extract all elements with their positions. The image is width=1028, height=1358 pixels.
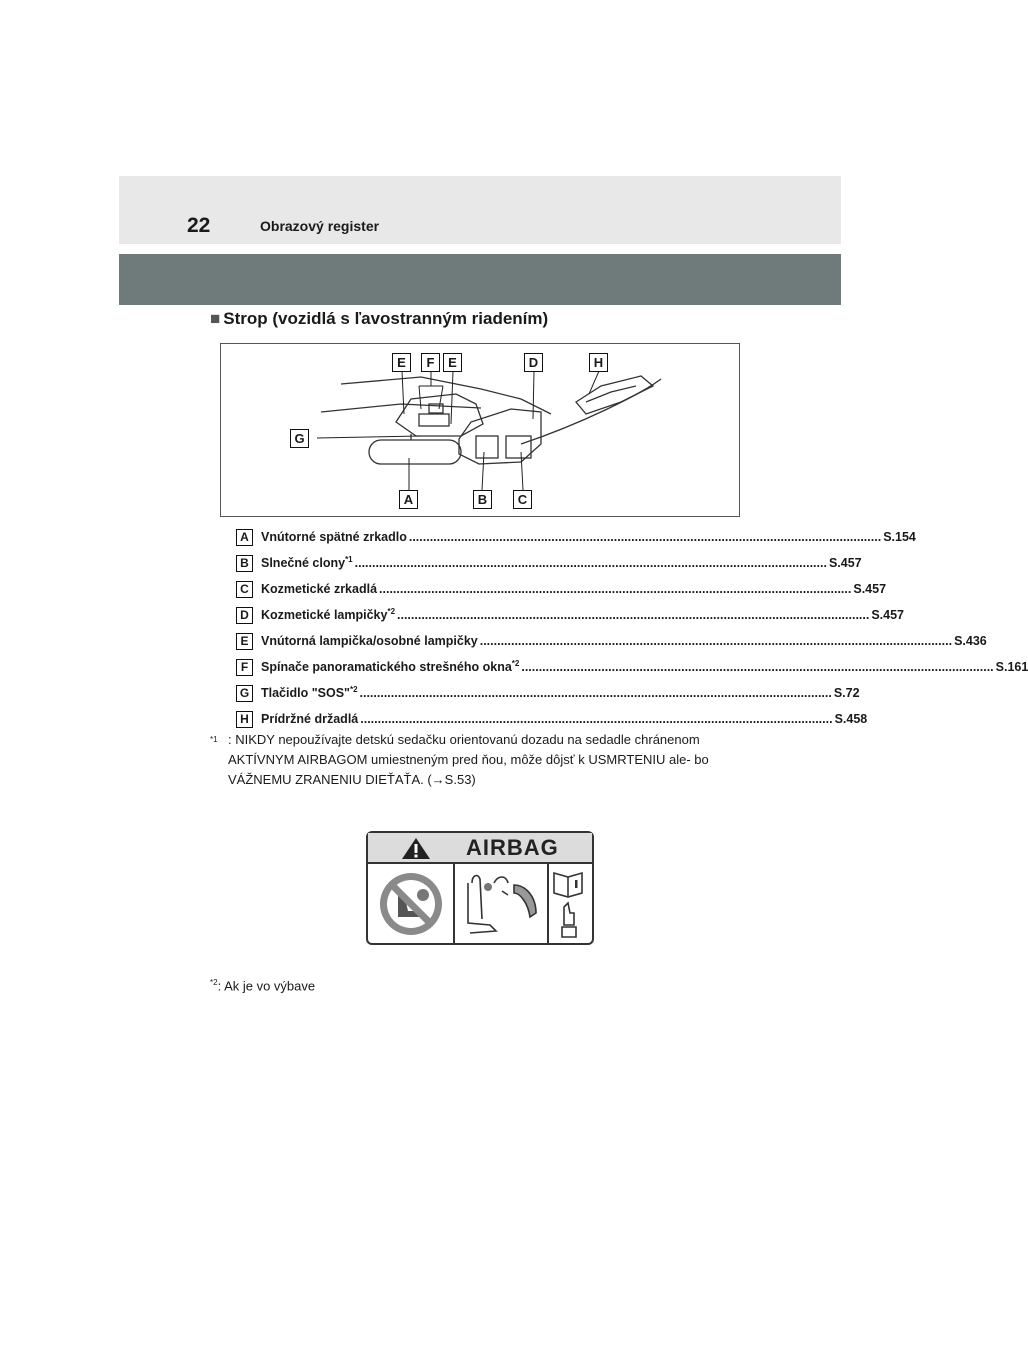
figure-label-h: H xyxy=(589,353,608,372)
seat-airbag-icon xyxy=(468,876,536,933)
footnote-1 xyxy=(210,730,750,790)
footnote-2-mark: *2 xyxy=(210,978,218,987)
item-footnote-ref: *1 xyxy=(345,555,353,565)
item-page-ref[interactable]: S.458 xyxy=(834,712,868,726)
section-heading xyxy=(210,309,548,329)
footnote-1-text: : NIKDY nepoužívajte detskú sedačku orientovanú dozadu na sedadle chránenom AKTÍVNYM AIRBAGOM umiestneným pred ňou, môže dôjsť k USMRTENIU ale- bo VÁŽNEMU ZRANENIU DIEŤAŤA. (→S.53) xyxy=(228,732,709,787)
item-footnote-ref: *2 xyxy=(387,607,396,617)
item-footnote-ref: *2 xyxy=(349,685,358,695)
item-page-ref[interactable]: S.457 xyxy=(828,556,862,570)
item-key: E xyxy=(236,633,253,650)
item-page-ref[interactable]: S.161 xyxy=(995,660,1028,674)
item-key: C xyxy=(236,581,253,598)
header-band xyxy=(119,176,841,244)
list-item xyxy=(236,680,860,706)
leader-dots: ........................................................................................................................................ xyxy=(479,634,953,648)
chapter-band xyxy=(119,254,841,305)
figure-label-e-left: E xyxy=(392,353,411,372)
heading-bullet: ■ xyxy=(210,309,221,328)
item-key: D xyxy=(236,607,253,624)
leader-dots: ........................................................................................................................................ xyxy=(408,530,882,544)
figure-label-g: G xyxy=(290,429,309,448)
leader-dots: ........................................................................................................................................ xyxy=(359,686,832,700)
item-name: Prídržné držadlá xyxy=(261,712,359,727)
item-page-ref[interactable]: S.457 xyxy=(853,582,887,596)
item-key: G xyxy=(236,685,253,702)
item-key: F xyxy=(236,659,253,676)
item-name: Vnútorná lampička/osobné lampičky xyxy=(261,634,478,649)
list-item xyxy=(236,524,916,550)
item-name: Kozmetické lampičky xyxy=(261,608,388,623)
figure-label-d: D xyxy=(524,353,543,372)
leader-dots: ........................................................................................................................................ xyxy=(360,712,833,726)
airbag-warning-label xyxy=(366,831,594,945)
airbag-word: AIRBAG xyxy=(466,835,559,860)
item-key: B xyxy=(236,555,253,572)
list-item xyxy=(236,706,868,732)
heading-text: Strop (vozidlá s ľavostranným riadením) xyxy=(223,309,549,328)
no-child-seat-icon xyxy=(380,873,442,935)
list-item xyxy=(236,602,905,628)
ceiling-figure xyxy=(220,343,740,517)
figure-label-b: B xyxy=(473,490,492,509)
figure-label-c: C xyxy=(513,490,532,509)
item-page-ref[interactable]: S.436 xyxy=(954,634,987,648)
list-item xyxy=(236,550,862,576)
item-name: Slnečné clony xyxy=(261,556,346,571)
list-item xyxy=(236,628,987,654)
item-page-ref[interactable]: S.154 xyxy=(883,530,916,544)
figure-label-a: A xyxy=(399,490,418,509)
item-list xyxy=(236,524,1028,732)
leader-dots: ........................................................................................................................................ xyxy=(379,582,852,596)
item-name: Spínače panoramatického strešného okna xyxy=(261,660,512,675)
item-name: Tlačidlo "SOS" xyxy=(261,686,350,701)
manual-book-icon xyxy=(554,873,582,937)
item-footnote-ref: *2 xyxy=(511,659,520,669)
footnote-2-text: : Ak je vo výbave xyxy=(217,978,316,994)
leader-dots: ........................................................................................................................................ xyxy=(521,660,994,674)
section-title: Obrazový register xyxy=(260,218,380,234)
leader-dots: ........................................................................................................................................ xyxy=(354,556,827,570)
item-name: Vnútorné spätné zrkadlo xyxy=(261,530,407,545)
leader-dots: ........................................................................................................................................ xyxy=(397,608,870,622)
page-number: 22 xyxy=(187,214,211,237)
item-name: Kozmetické zrkadlá xyxy=(261,582,378,597)
figure-label-e-right: E xyxy=(443,353,462,372)
footnote-2 xyxy=(210,978,315,993)
footnote-1-mark: *1 xyxy=(210,735,218,744)
item-key: H xyxy=(236,711,253,728)
item-page-ref[interactable]: S.72 xyxy=(833,686,860,700)
list-item xyxy=(236,576,887,602)
item-key: A xyxy=(236,529,253,546)
figure-label-f: F xyxy=(421,353,440,372)
item-page-ref[interactable]: S.457 xyxy=(871,608,905,622)
list-item xyxy=(236,654,1028,680)
warning-triangle-icon xyxy=(402,838,430,859)
